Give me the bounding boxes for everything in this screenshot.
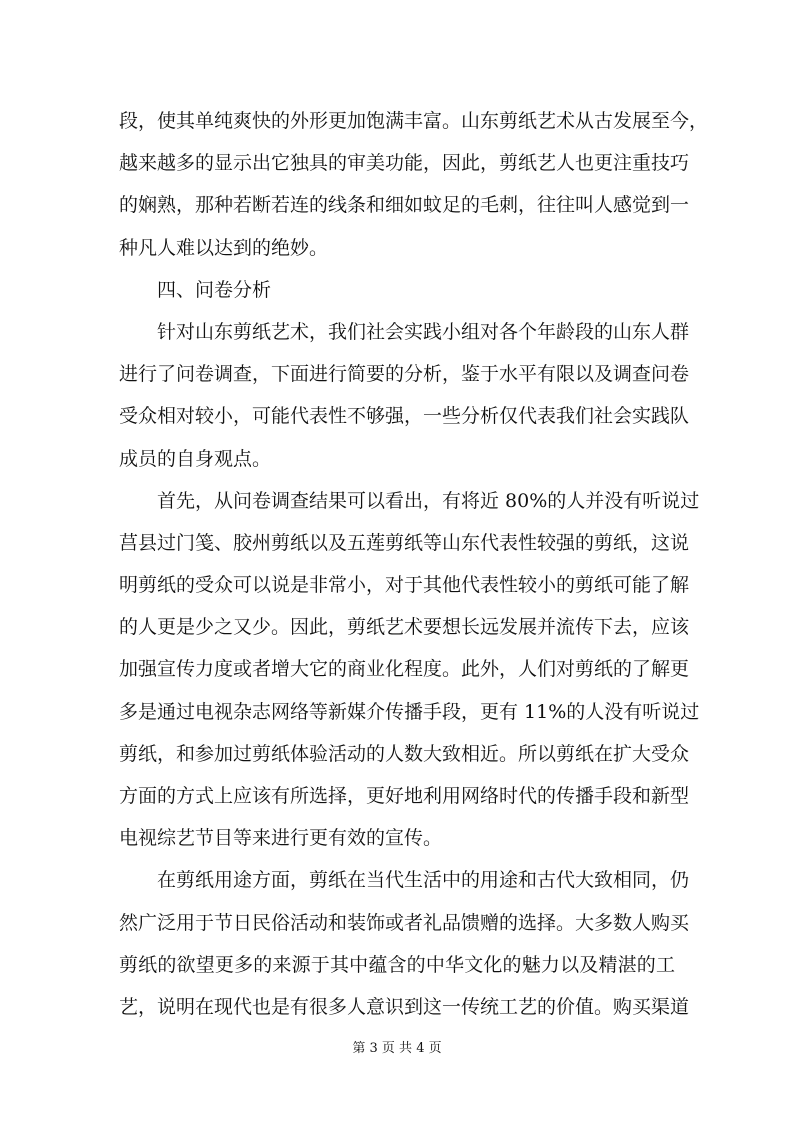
text-line-11: 莒县过门笺、胶州剪纸以及五莲剪纸等山东代表性较强的剪纸，这说 (119, 531, 690, 554)
text-line-8: 受众相对较小，可能代表性不够强，一些分析仅代表我们社会实践队 (119, 405, 690, 428)
text-line-16: 剪纸，和参加过剪纸体验活动的人数大致相近。所以剪纸在扩大受众 (119, 742, 690, 765)
page-number-footer: 第 3 页 共 4 页 (352, 1041, 442, 1056)
text-line-15: 多是通过电视杂志网络等新媒介传播手段，更有 11%的人没有听说过 (119, 700, 700, 723)
text-line-18: 电视综艺节目等来进行更有效的宣传。 (119, 827, 443, 850)
text-line-1: 段，使其单纯爽快的外形更加饱满丰富。山东剪纸艺术从古发展至今， (119, 110, 709, 132)
text-line-17: 方面的方式上应该有所选择，更好地利用网络时代的传播手段和新型 (119, 785, 690, 807)
text-line-22: 艺，说明在现代也是有很多人意识到这一传统工艺的价值。购买渠道 (119, 995, 690, 1018)
text-line-20: 然广泛用于节日民俗活动和装饰或者礼品馈赠的选择。大多数人购买 (119, 911, 690, 934)
text-line-10: 首先，从问卷调查结果可以看出，有将近 80%的人并没有听说过 (157, 489, 700, 512)
text-line-13: 的人更是少之又少。因此，剪纸艺术要想长远发展并流传下去，应该 (119, 616, 690, 639)
text-line-21: 剪纸的欲望更多的来源于其中蕴含的中华文化的魅力以及精湛的工 (119, 953, 675, 976)
text-line-7: 进行了问卷调查，下面进行简要的分析，鉴于水平有限以及调查问卷 (119, 363, 690, 386)
text-line-3: 的娴熟，那种若断若连的线条和细如蚊足的毛刺，往往叫人感觉到一 (119, 194, 690, 217)
text-line-9: 成员的自身观点。 (119, 447, 272, 470)
text-line-14: 加强宣传力度或者增大它的商业化程度。此外，人们对剪纸的了解更 (119, 658, 690, 681)
text-line-12: 明剪纸的受众可以说是非常小，对于其他代表性较小的剪纸可能了解 (119, 574, 690, 597)
body-text (119, 100, 709, 1028)
text-line-2: 越来越多的显示出它独具的审美功能，因此，剪纸艺人也更注重技巧 (119, 152, 690, 175)
text-line-19: 在剪纸用途方面，剪纸在当代生活中的用途和古代大致相同，仍 (157, 869, 690, 892)
section-heading: 四、问卷分析 (157, 278, 272, 301)
text-line-6: 针对山东剪纸艺术，我们社会实践小组对各个年龄段的山东人群 (157, 320, 690, 343)
text-line-4: 种凡人难以达到的绝妙。 (119, 236, 329, 259)
